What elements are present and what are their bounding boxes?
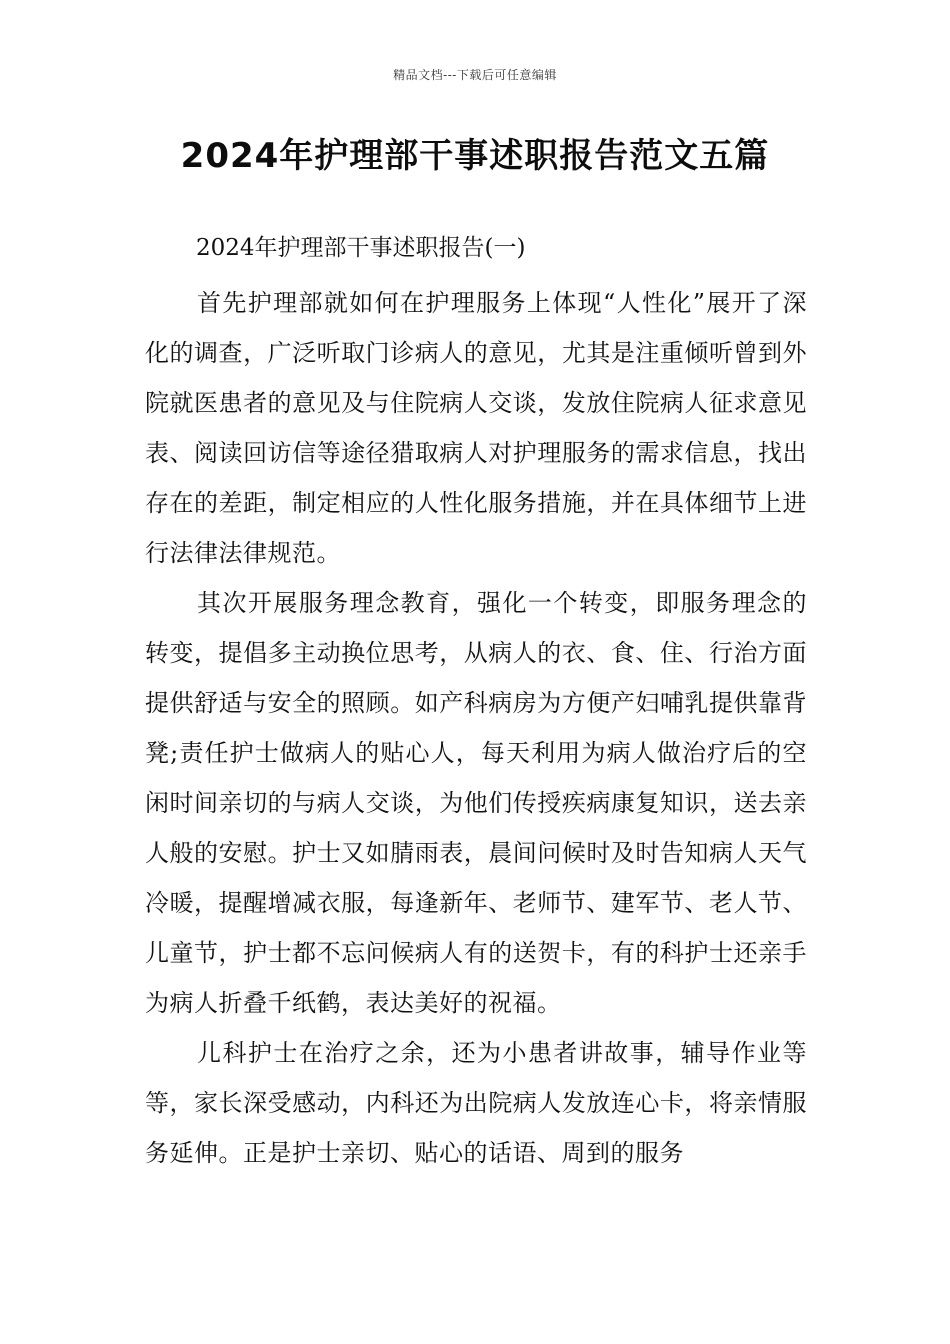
paragraph-1: 首先护理部就如何在护理服务上体现“人性化”展开了深化的调查，广泛听取门诊病人的意见，尤其是注重倾听曾到外院就医患者的意见及与住院病人交谈，发放住院病人征求意见表、阅读回访信等途径猎取病人对护理服务的需求信息，找出存在的差距，制定相应的人性化服务措施，并在具体细节上进行法律法律规范。 bbox=[145, 289, 807, 567]
header-note: 精品文档---下载后可任意编辑 bbox=[393, 68, 557, 82]
document-body bbox=[145, 228, 807, 1178]
document-title: 2024年护理部干事述职报告范文五篇 bbox=[180, 136, 770, 176]
paragraph-2: 其次开展服务理念教育，强化一个转变，即服务理念的转变，提倡多主动换位思考，从病人的衣、食、住、行治方面提供舒适与安全的照顾。如产科病房为方便产妇哺乳提供靠背凳;责任护士做病人的贴心人，每天利用为病人做治疗后的空闲时间亲切的与病人交谈，为他们传授疾病康复知识，送去亲人般的安慰。护士又如腈雨表，晨间问候时及时告知病人天气冷暖，提醒增减衣服，每逢新年、老师节、建军节、老人节、儿童节，护士都不忘问候病人有的送贺卡，有的科护士还亲手为病人折叠千纸鹤，表达美好的祝福。 bbox=[145, 589, 807, 1017]
paragraph-3: 儿科护士在治疗之余，还为小患者讲故事，辅导作业等等，家长深受感动，内科还为出院病人发放连心卡，将亲情服务延伸。正是护士亲切、贴心的话语、周到的服务 bbox=[145, 1039, 807, 1167]
section-heading: 2024年护理部干事述职报告(一) bbox=[196, 235, 526, 261]
